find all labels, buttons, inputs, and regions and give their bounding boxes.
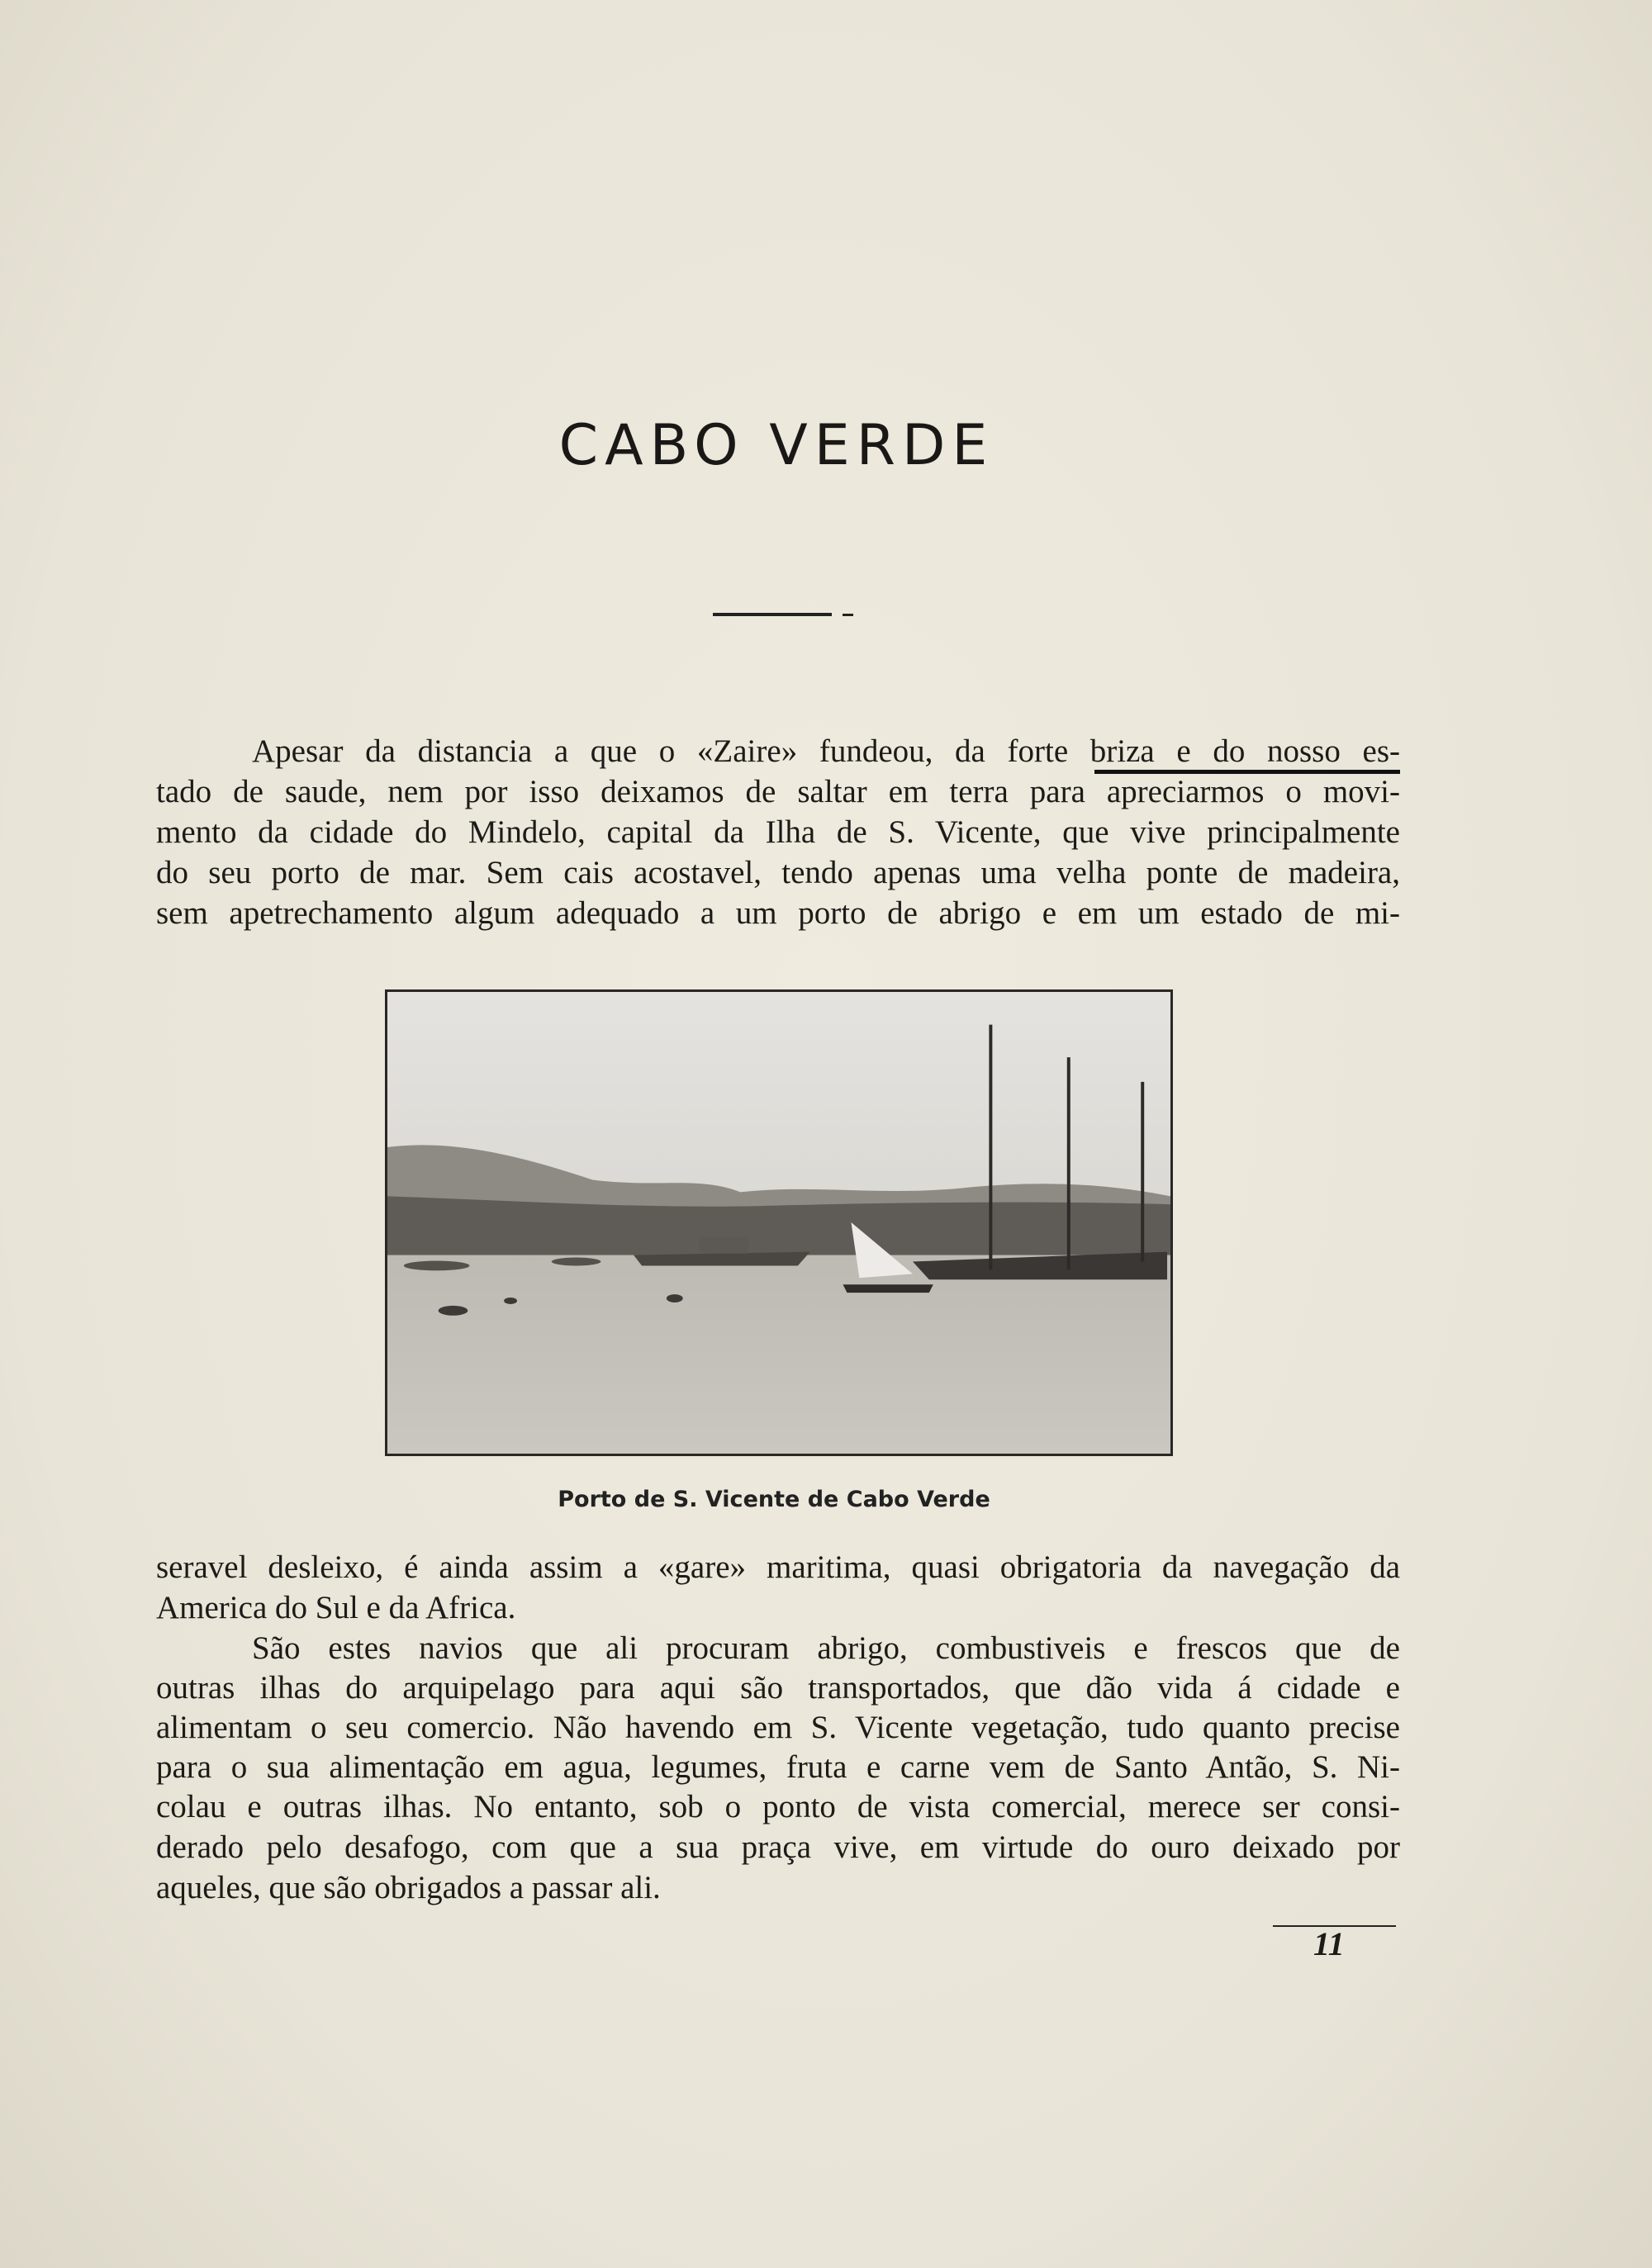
photo-caption: Porto de S. Vicente de Cabo Verde [558,1487,990,1512]
title-divider-dash [843,614,853,616]
text-line: alimentam o seu comercio. Não havendo em S. Vicente vegetação, tudo quanto precise [156,1710,1400,1745]
text-line: tado de saude, nem por isso deixamos de saltar em terra para apreciarmos o movi- [156,774,1400,809]
text-line: derado pelo desafogo, com que a sua praça vive, em virtude do ouro deixado por [156,1829,1400,1865]
text-line: mento da cidade do Mindelo, capital da Ilha de S. Vicente, que vive principalmente [156,814,1400,850]
text-line: outras ilhas do arquipelago para aqui são transportados, que dão vida á cidade e [156,1670,1400,1706]
harbor-photo [385,989,1173,1456]
text-line: colau e outras ilhas. No entanto, sob o ponto de vista comercial, merece ser consi- [156,1789,1400,1824]
text-line: aqueles, que são obrigados a passar ali. [156,1870,661,1905]
pen-underline-mark [1094,770,1400,774]
page-number: 11 [1313,1925,1345,1962]
chapter-title: CABO VERDE [558,413,995,478]
title-divider [713,613,832,616]
text-line: seravel desleixo, é ainda assim a «gare» maritima, quasi obrigatoria da navegação da [156,1549,1400,1585]
text-line: Apesar da distancia a que o «Zaire» fundeou, da forte briza e do nosso es- [252,733,1400,769]
text-line: America do Sul e da Africa. [156,1590,516,1625]
text-line: sem apetrechamento algum adequado a um porto de abrigo e em um estado de mi- [156,895,1400,931]
text-line: São estes navios que ali procuram abrigo, combustiveis e frescos que de [252,1630,1400,1666]
text-line: do seu porto de mar. Sem cais acostavel, tendo apenas uma velha ponte de madeira, [156,855,1400,890]
text-line: para o sua alimentação em agua, legumes, fruta e carne vem de Santo Antão, S. Ni- [156,1749,1400,1785]
